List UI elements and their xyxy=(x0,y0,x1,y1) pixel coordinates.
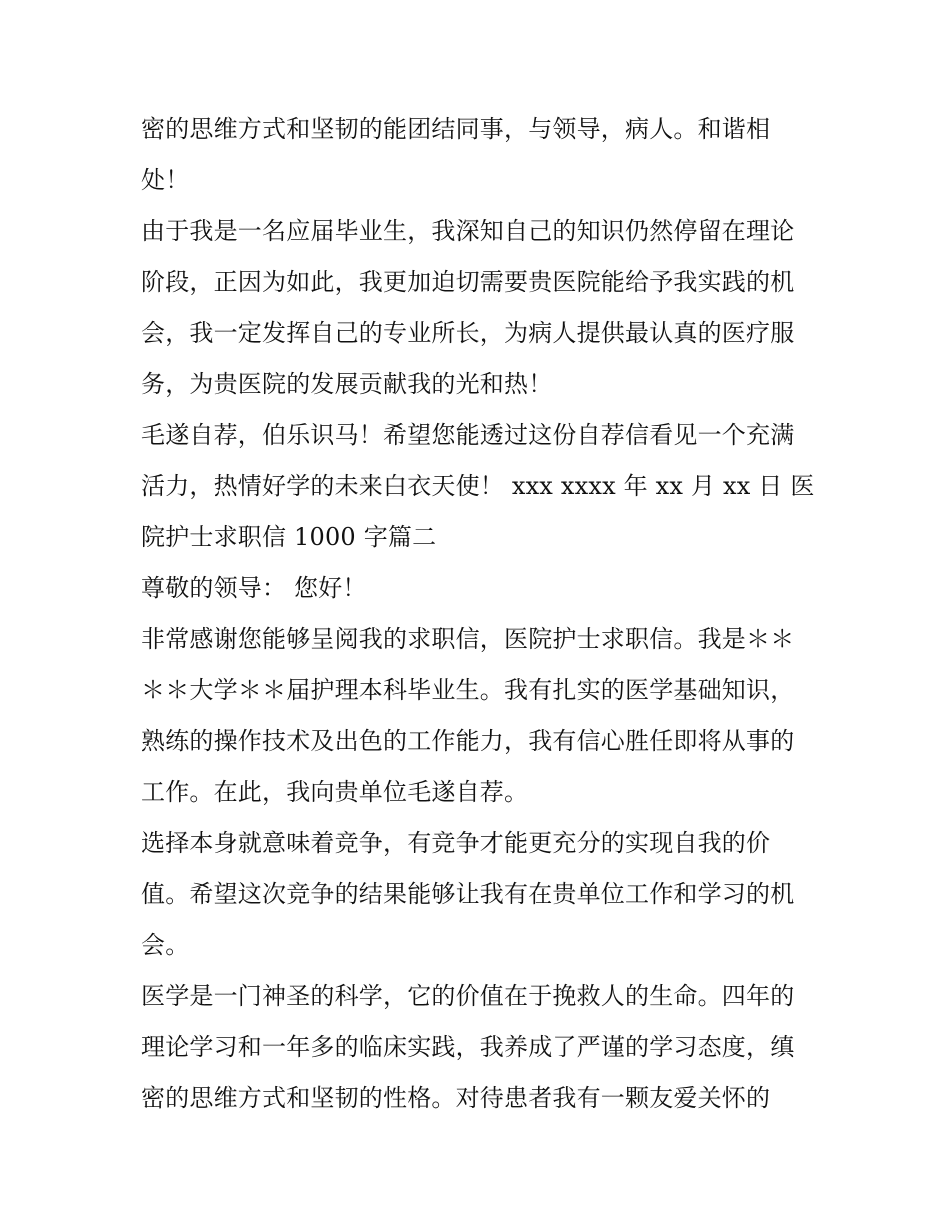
text-line: 尊敬的领导： 您好！ xyxy=(141,574,367,602)
text-line: 熟练的操作技术及出色的工作能力，我有信心胜任即将从事的 xyxy=(141,727,795,755)
text-line: 会。 xyxy=(141,931,190,959)
text-line: 务，为贵医院的发展贡献我的光和热！ xyxy=(141,370,553,398)
text-line: 医学是一门神圣的科学，它的价值在于挽救人的生命。四年的 xyxy=(141,982,795,1010)
text-line: ＊＊大学＊＊届护理本科毕业生。我有扎实的医学基础知识， xyxy=(141,676,795,704)
text-line: 密的思维方式和坚韧的能团结同事，与领导，病人。和谐相 xyxy=(141,115,771,143)
text-line: 工作。在此，我向贵单位毛遂自荐。 xyxy=(141,778,529,806)
document-body xyxy=(141,104,821,1124)
text-line: 毛遂自荐，伯乐识马！希望您能透过这份自荐信看见一个充满 xyxy=(141,421,795,449)
text-line: 值。希望这次竞争的结果能够让我有在贵单位工作和学习的机 xyxy=(141,880,795,908)
text-line: 院护士求职信 1000 字篇二 xyxy=(141,523,437,551)
text-line: 由于我是一名应届毕业生，我深知自己的知识仍然停留在理论 xyxy=(141,217,795,245)
text-line: 处！ xyxy=(141,166,190,194)
text-line: 活力，热情好学的未来白衣天使！ xxx xxxx 年 xx 月 xx 日 医 xyxy=(141,472,815,500)
text-line: 理论学习和一年多的临床实践，我养成了严谨的学习态度，缜 xyxy=(141,1033,795,1061)
text-line: 选择本身就意味着竞争，有竞争才能更充分的实现自我的价 xyxy=(141,829,771,857)
text-line: 会，我一定发挥自己的专业所长，为病人提供最认真的医疗服 xyxy=(141,319,795,347)
text-line: 密的思维方式和坚韧的性格。对待患者我有一颗友爱关怀的 xyxy=(141,1084,771,1112)
text-line: 阶段，正因为如此，我更加迫切需要贵医院能给予我实践的机 xyxy=(141,268,795,296)
text-line: 非常感谢您能够呈阅我的求职信，医院护士求职信。我是＊＊ xyxy=(141,625,795,653)
